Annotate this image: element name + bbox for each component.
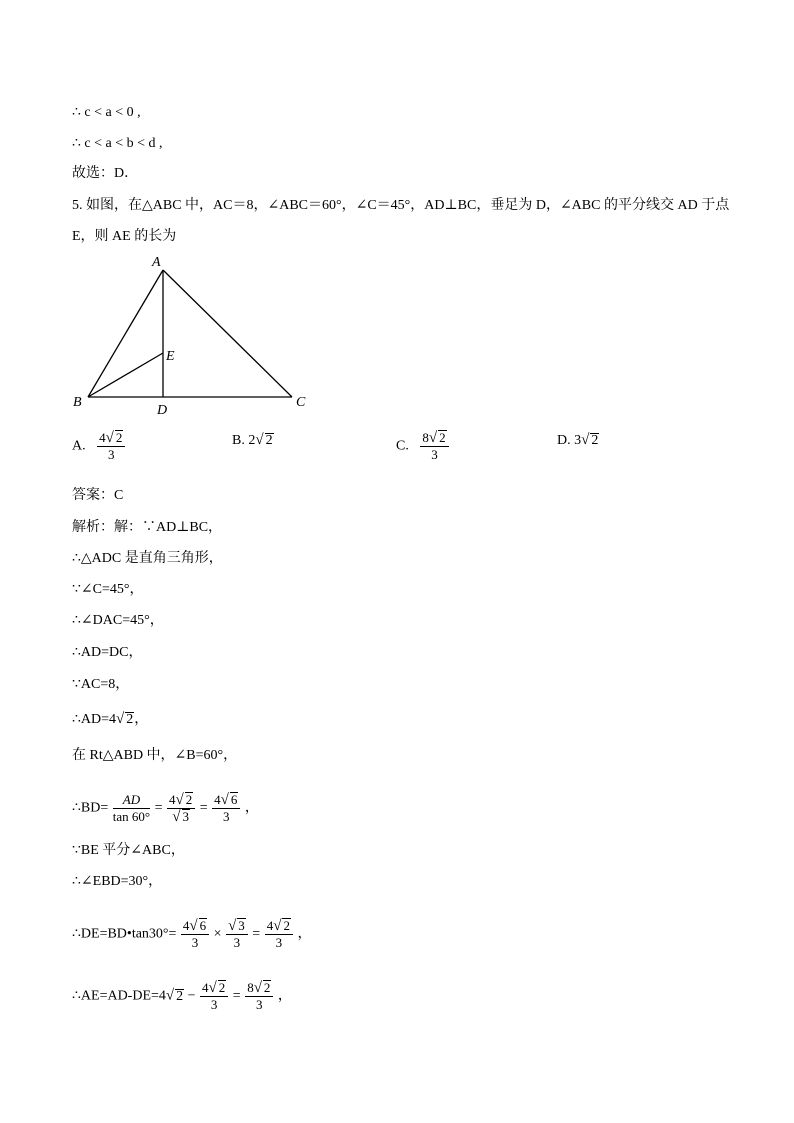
choice-d: D. 3√ 2 [557,432,599,448]
question-text-cont: E，则 AE 的长为 [72,229,177,244]
vertex-label-c: C [296,395,306,410]
solution-formula-bd: ∴BD= $\frac{AD}{\tan 60^\circ}$ = $\frac{4√ 2}{√ 3}$ = $\frac{4√ 6}{3}$ ， [72,792,259,825]
question-text: 5. 如图，在△ABC 中，AC＝8，∠ABC＝60°，∠C＝45°，AD⊥BC，垂足为 D，∠ABC 的平分线交 AD 于点 [72,198,730,213]
triangle-figure [70,252,320,422]
solution-line: ∵AC=8， [72,677,130,692]
vertex-label-a: A [152,255,161,270]
solution-line: ∵∠C=45°， [72,582,144,597]
choice-conclusion: 故选：D． [72,166,139,181]
bisector-be [88,353,163,397]
step-line: ∴ c < a < 0 , [72,105,141,120]
solution-line: ∵BE 平分∠ABC， [72,843,185,858]
choice-a: A. $\frac{4√ 2}{3}$ [72,430,126,463]
solution-line: ∴∠DAC=45°， [72,613,164,628]
point-label-d: D [157,403,168,418]
solution-line: 解析：解：∵AD⊥BC， [72,520,223,535]
step-line: ∴ c < a < b < d , [72,136,163,151]
solution-formula-ae: ∴AE=AD-DE=4√ 2 − $\frac{4√ 2}{3}$ = $\frac{8√ 2}{3}$ ， [72,980,292,1012]
solution-line: 在 Rt△ABD 中，∠B=60°， [72,748,238,763]
side-ac [163,270,292,397]
solution-line: ∴△ADC 是直角三角形， [72,551,223,566]
solution-line: ∴AD=DC， [72,645,143,660]
answer-line: 答案：C [72,488,124,503]
choice-c: C. $\frac{8√ 2}{3}$ [396,430,450,463]
solution-line: ∴AD=4√ 2， [72,711,149,727]
vertex-label-b: B [73,395,82,410]
solution-formula-de: ∴DE=BD•tan30°= $\frac{4√ 6}{3}$ × $\frac{√ 3}{3}$ = $\frac{4√ 2}{3}$ ， [72,918,312,950]
side-ab [88,270,163,397]
choice-b: B. 2√ 2 [232,432,273,448]
solution-line: ∴∠EBD=30°， [72,874,163,889]
point-label-e: E [166,349,175,364]
